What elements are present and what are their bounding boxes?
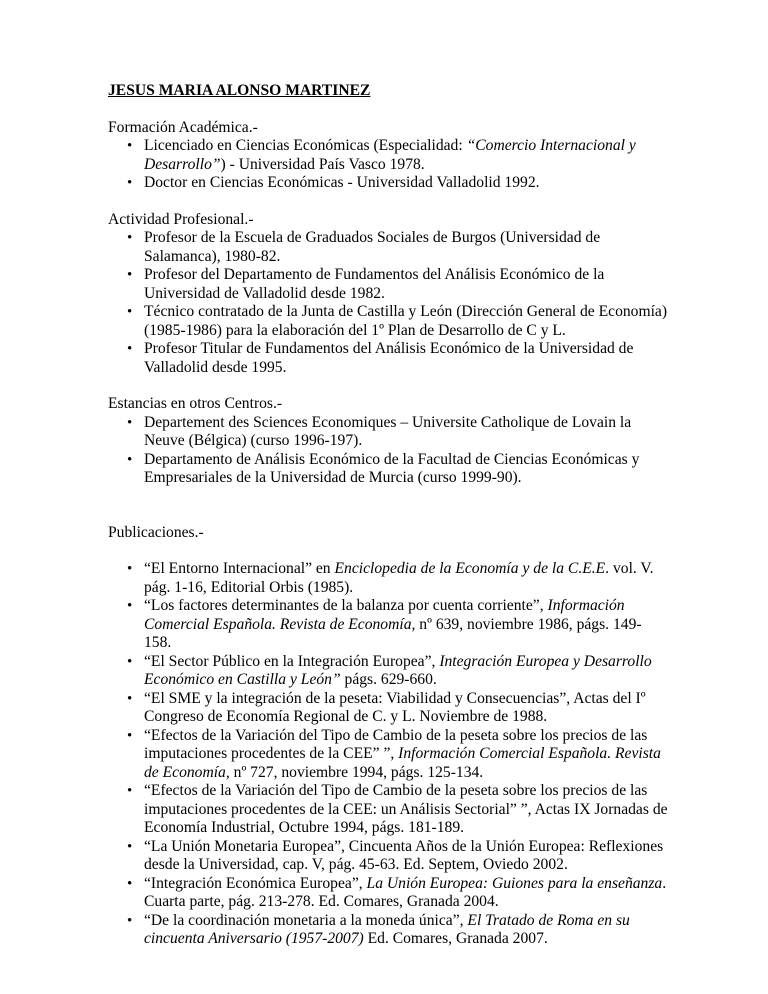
item-italic-text: La Unión Europea: Guiones para la enseñanza [366, 874, 663, 892]
document-page [108, 82, 668, 949]
spacer [108, 377, 668, 395]
publication-item [108, 875, 668, 912]
estancias-item: • Departamento de Análisis Económico de la Facultad de Ciencias Económicas y Empresariales de la Universidad de Murcia (curso 1999-90). [108, 451, 668, 488]
publication-item [108, 838, 668, 875]
item-text: Ed. Comares, Granada 2007. [363, 930, 548, 947]
author-name: JESUS MARIA ALONSO MARTINEZ [108, 82, 371, 99]
formacion-item [108, 137, 668, 174]
section-title-estancias: Estancias en otros Centros.- [108, 395, 283, 412]
item-text: págs. 629-660. [340, 671, 437, 688]
item-text: “La Unión Monetaria Europea”, Cincuenta Años de la Unión Europea: Reflexiones desde la Universidad, cap. V, pág. 45-63. Ed. Septem, Oviedo 2002. [144, 837, 664, 873]
item-italic-text: Enciclopedia de la Economía y de la C.E.E [334, 560, 606, 577]
item-text: “El Entorno Internacional” en [144, 560, 335, 577]
actividad-item: • Profesor Titular de Fundamentos del Análisis Económico de la Universidad de Valladolid desde 1995. [108, 340, 668, 377]
spacer [108, 488, 668, 524]
item-text: Licenciado en Ciencias Económicas (Especialidad: [144, 137, 467, 154]
formacion-list [108, 137, 668, 193]
actividad-item: • Técnico contratado de la Junta de Castilla y León (Dirección General de Economía) (1985-1986) para la elaboración del 1º Plan de Desarrollo de C y L. [108, 303, 668, 340]
publication-item [108, 912, 668, 949]
item-text: nº 727, noviembre 1994, págs. 125-134. [229, 763, 484, 781]
item-text: nº 639, noviembre 1986, págs. 149-158. [144, 615, 642, 651]
estancias-item: • Departement des Sciences Economiques – Universite Catholique de Lovain la Neuve (Bélgica) (curso 1996-197). [108, 414, 668, 451]
section-title-publicaciones: Publicaciones.- [108, 523, 204, 541]
item-italic-text: “Comercio Internacional y Desarrollo” [144, 137, 636, 173]
section-title-actividad: Actividad Profesional.- [108, 210, 254, 228]
item-text: . Cuarta parte, pág. 213-278. Ed. Comares, Granada 2004. [144, 874, 667, 910]
actividad-item: • Profesor de la Escuela de Graduados Sociales de Burgos (Universidad de Salamanca), 1980-82. [108, 229, 668, 266]
item-text: “El SME y la integración de la peseta: Viabilidad y Consecuencias”, Actas del Iº Congreso de Economía Regional de C. y L. Noviembre de 1988. [144, 689, 646, 725]
publicaciones-list [108, 560, 668, 949]
publication-item [108, 727, 668, 783]
item-italic-text: Información Comercial Española. Revista de Economía, [144, 745, 661, 781]
item-text: “De la coordinación monetaria a la moneda única”, [144, 911, 468, 929]
item-italic-text: Información Comercial Española. Revista de Economía, [144, 597, 625, 633]
formacion-item [108, 174, 668, 193]
item-text: “Integración Económica Europea”, [144, 874, 367, 892]
publication-item [108, 782, 668, 838]
estancias-list [108, 414, 668, 488]
publication-item [108, 653, 668, 690]
item-italic-text: Integración Europea y Desarrollo Económico en Castilla y León” [144, 652, 652, 688]
publication-item [108, 690, 668, 727]
item-text: “Efectos de la Variación del Tipo de Cambio de la peseta sobre los precios de las imputaciones procedentes de la CEE: un Análisis Sectorial” ”, Actas IX Jornadas de Economía Industrial, Octubre 1994, págs. 181-189. [144, 782, 668, 836]
actividad-item: • Profesor del Departamento de Fundamentos del Análisis Económico de la Universidad de Valladolid desde 1982. [108, 266, 668, 303]
item-italic-text: El Tratado de Roma en su cincuenta Aniversario (1957-2007) [144, 911, 630, 947]
item-text: . vol. V. pág. 1-16, Editorial Orbis (1985). [144, 560, 654, 596]
section-title-formacion: Formación Académica.- [108, 118, 258, 136]
item-text: “El Sector Público en la Integración Europea”, [144, 652, 440, 670]
publication-item [108, 560, 668, 597]
item-text: Doctor en Ciencias Económicas - Universidad Valladolid 1992. [144, 174, 540, 191]
spacer [108, 193, 668, 211]
item-text: “Los factores determinantes de la balanza por cuenta corriente”, [144, 597, 548, 614]
publication-item [108, 597, 668, 653]
item-text: ) - Universidad País Vasco 1978. [220, 155, 425, 173]
spacer [108, 542, 668, 560]
item-text: “Efectos de la Variación del Tipo de Cambio de la peseta sobre los precios de las imputaciones procedentes de la CEE” ”, [144, 726, 648, 762]
actividad-list [108, 229, 668, 377]
